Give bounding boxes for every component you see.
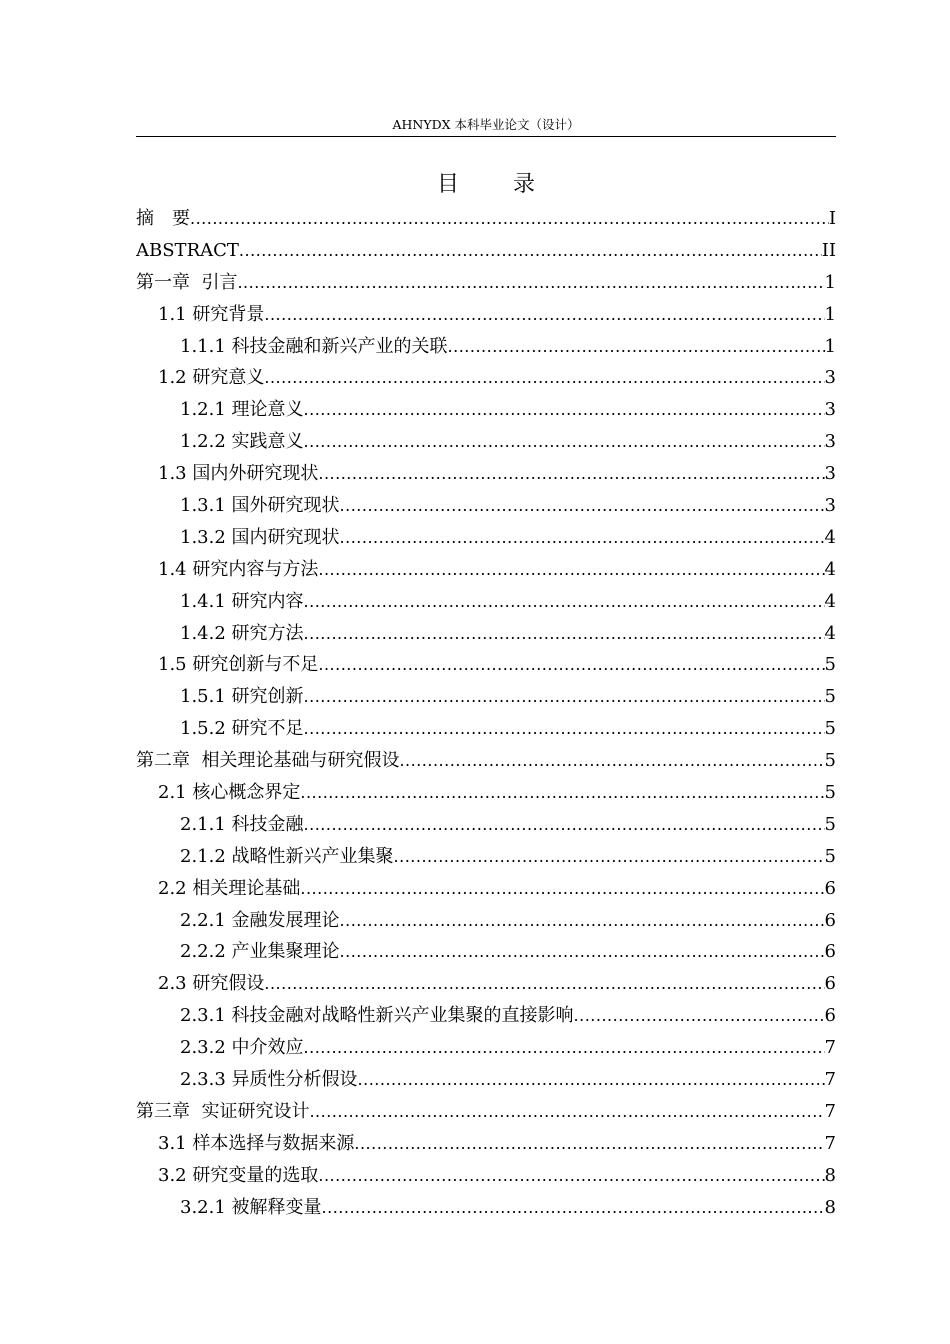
toc-entry-page: I [828,208,836,229]
toc-entry-label: 2.2 相关理论基础 [158,877,301,899]
toc-dot-leader [358,1064,825,1096]
toc-entry-page: 1 [824,271,836,293]
toc-dot-leader [448,331,825,363]
toc-dot-leader [340,905,825,937]
toc-entry-label: 2.2.2 产业集聚理论 [180,941,340,963]
toc-entry[interactable] [136,936,836,968]
toc-dot-leader [322,1192,825,1224]
toc-entry-page: 7 [824,1132,836,1154]
toc-entry-page: 6 [824,877,836,899]
toc-entry[interactable] [136,1096,836,1128]
toc-entry-label: 1.4 研究内容与方法 [158,558,319,580]
toc-entry[interactable] [136,203,836,235]
toc-entry-label: 2.3.2 中介效应 [180,1037,304,1059]
toc-dot-leader [354,1128,824,1160]
toc-entry[interactable] [136,809,836,841]
toc-dot-leader [304,1032,825,1064]
toc-entry[interactable] [136,426,836,458]
toc-entry-page: 3 [824,399,836,421]
toc-entry[interactable] [136,362,836,394]
toc-entry-label: 2.1 核心概念界定 [158,782,301,804]
toc-entry[interactable] [136,713,836,745]
toc-entry[interactable] [136,1032,836,1064]
toc-dot-leader [340,490,825,522]
toc-entry[interactable] [136,235,836,267]
toc-entry[interactable] [136,873,836,905]
toc-dot-leader [304,809,825,841]
toc-entry-page: 6 [824,909,836,931]
toc-entry[interactable] [136,554,836,586]
toc-dot-leader [318,649,824,681]
toc-dot-leader [304,586,825,618]
toc-entry-page: 3 [824,463,836,485]
toc-entry-label: 1.3.2 国内研究现状 [180,526,340,548]
toc-entry-page: 3 [824,431,836,453]
toc-entry[interactable] [136,267,836,299]
toc-dot-leader [300,777,824,809]
toc-entry-label: 2.3 研究假设 [158,973,265,995]
toc-entry-label: 1.5.2 研究不足 [180,718,304,740]
toc-dot-leader [399,745,824,777]
toc-entry-page: 3 [824,367,836,389]
toc-entry-label: 1.2.2 实践意义 [180,431,304,453]
toc-entry-page: 4 [824,558,836,580]
toc-entry-label: 第一章 引言 [136,271,238,293]
toc-entry-label: 2.3.3 异质性分析假设 [180,1069,358,1091]
toc-title: 目 录 [436,172,551,197]
toc-dot-leader [239,235,822,267]
toc-entry-page: 7 [824,1037,836,1059]
toc-entry[interactable] [136,299,836,331]
toc-entry[interactable] [136,681,836,713]
toc-dot-leader [318,458,824,490]
toc-dot-leader [264,299,824,331]
toc-entry-label: 1.3.1 国外研究现状 [180,495,340,517]
toc-entry-page: 6 [824,973,836,995]
toc-entry[interactable] [136,777,836,809]
toc-dot-leader [237,267,824,299]
toc-entry-page: 1 [824,303,836,325]
toc-entry[interactable] [136,522,836,554]
toc-entry-label: ABSTRACT [136,239,239,261]
toc-dot-leader [394,841,825,873]
toc-dot-leader [190,203,829,235]
toc-entry-label: 第三章 实证研究设计 [136,1100,310,1122]
toc-entry-page: 8 [824,1196,836,1218]
page-header: AHNYDX 本科毕业论文（设计） [392,117,580,132]
toc-entry-label: 摘 要 [136,208,190,229]
toc-entry-page: 5 [824,782,836,804]
toc-dot-leader [318,554,824,586]
toc-dot-leader [304,394,825,426]
toc-entry[interactable] [136,618,836,650]
toc-dot-leader [304,713,825,745]
toc-entry-label: 1.1.1 科技金融和新兴产业的关联 [180,335,448,357]
toc-entry-label: 第二章 相关理论基础与研究假设 [136,750,400,772]
toc-entry-page: 5 [824,686,836,708]
toc-dot-leader [574,1000,825,1032]
toc-entry-label: 2.1.2 战略性新兴产业集聚 [180,845,394,867]
toc-entry-label: 2.2.1 金融发展理论 [180,909,340,931]
toc-entry-page: II [821,239,836,261]
toc-entry-page: 6 [824,1005,836,1027]
toc-entry-label: 1.2 研究意义 [158,367,265,389]
toc-entry[interactable] [136,1128,836,1160]
toc-entry-label: 3.2 研究变量的选取 [158,1164,319,1186]
toc-entry-label: 1.4.2 研究方法 [180,622,304,644]
toc-entry-label: 1.2.1 理论意义 [180,399,304,421]
toc-entry-page: 4 [824,590,836,612]
toc-entry-page: 6 [824,941,836,963]
toc-dot-leader [309,1096,824,1128]
toc-dot-leader [340,936,825,968]
toc-entry-label: 3.2.1 被解释变量 [180,1196,322,1218]
toc-dot-leader [264,362,824,394]
toc-entry[interactable] [136,745,836,777]
toc-entry[interactable] [136,331,836,363]
toc-entry[interactable] [136,586,836,618]
toc-entry[interactable] [136,1160,836,1192]
toc-entry[interactable] [136,841,836,873]
toc-entry[interactable] [136,394,836,426]
toc-entry-page: 3 [824,495,836,517]
toc-entry-page: 5 [824,718,836,740]
toc-entry-page: 7 [824,1069,836,1091]
toc-entry-page: 5 [824,654,836,676]
toc-entry-label: 1.1 研究背景 [158,303,265,325]
toc-dot-leader [304,426,825,458]
toc-entry-page: 4 [824,526,836,548]
toc-entry-page: 5 [824,813,836,835]
toc-entry-label: 3.1 样本选择与数据来源 [158,1132,355,1154]
toc-entry-page: 5 [824,750,836,772]
header-rule [136,136,836,137]
toc-dot-leader [300,873,824,905]
toc-entry[interactable] [136,490,836,522]
toc-entry-label: 2.3.1 科技金融对战略性新兴产业集聚的直接影响 [180,1005,574,1027]
toc-entry-label: 1.3 国内外研究现状 [158,463,319,485]
toc-entry[interactable] [136,458,836,490]
toc-entry-page: 5 [824,845,836,867]
toc-dot-leader [304,618,825,650]
toc-entry[interactable] [136,649,836,681]
toc-dot-leader [304,681,825,713]
toc-entry-page: 8 [824,1164,836,1186]
toc-entry[interactable] [136,968,836,1000]
toc-dot-leader [264,968,824,1000]
toc-entry[interactable] [136,1000,836,1032]
toc-entry-label: 2.1.1 科技金融 [180,813,304,835]
toc-dot-leader [340,522,825,554]
toc-dot-leader [318,1160,824,1192]
toc-entry-label: 1.4.1 研究内容 [180,590,304,612]
table-of-contents [136,203,836,1224]
toc-entry[interactable] [136,1064,836,1096]
toc-entry-page: 7 [824,1100,836,1122]
toc-entry[interactable] [136,1192,836,1224]
toc-entry-page: 4 [824,622,836,644]
toc-entry-page: 1 [824,335,836,357]
toc-entry-label: 1.5 研究创新与不足 [158,654,319,676]
toc-entry[interactable] [136,905,836,937]
toc-entry-label: 1.5.1 研究创新 [180,686,304,708]
